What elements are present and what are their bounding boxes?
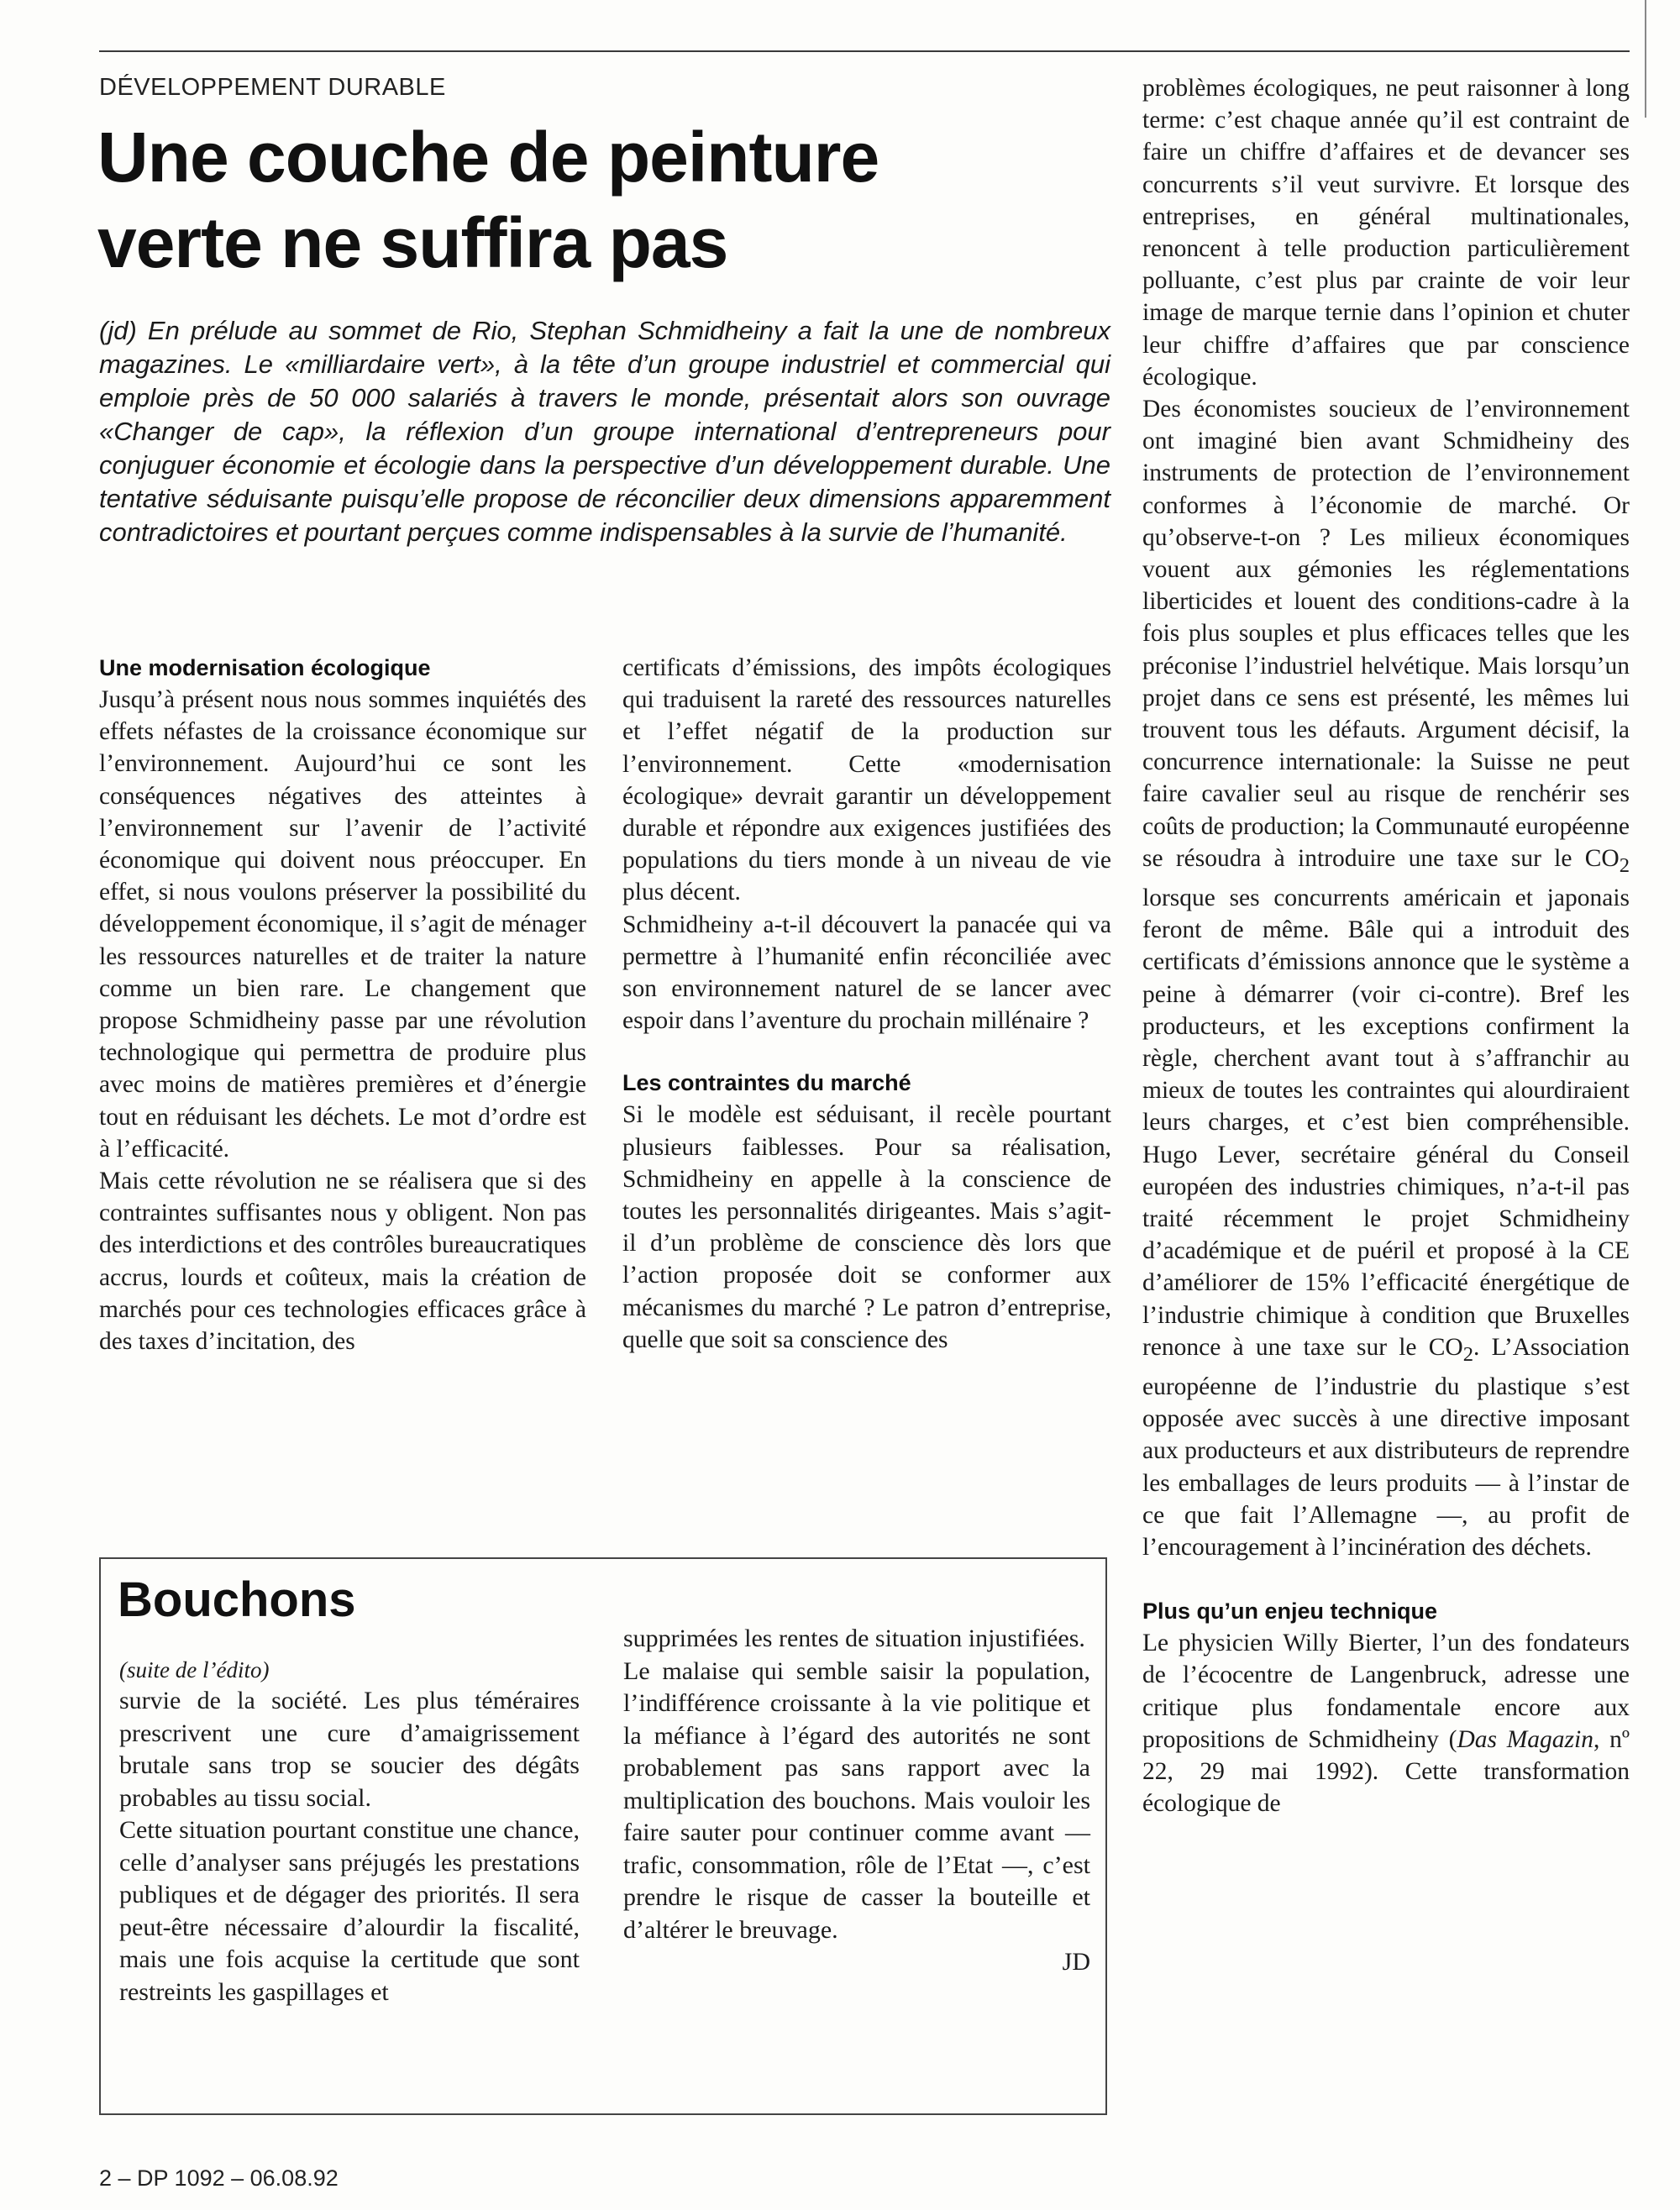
box-title: Bouchons [118, 1572, 356, 1627]
co2-subscript: 2 [1462, 1342, 1473, 1366]
box-paragraph: Cette situation pourtant constitue une chance, celle d’analyser sans préjugés les prestations publiques et de dégager des priorités. Il sera peut-être nécessaire d’alourdir la fiscalité, mais une fois acquise la certitude que sont restreints les gaspillages et [119, 1816, 580, 2006]
bouchons-box [99, 1557, 1107, 2115]
spacer [622, 1037, 1111, 1067]
headline-line-1: Une couche de peinture [97, 118, 879, 197]
page-edge-rule [1645, 0, 1646, 118]
box-paragraph: survie de la société. Les plus téméraires prescrivent une cure d’amaigrissement brutale sans trop se soucier des dégâts probables au tissu social. [119, 1687, 580, 1812]
text-run: Le physicien Willy Bierter, l’un des fondateurs de l’écocentre de Langenbruck, adresse une critique plus fondamentale encore aux propositions de Schmidheiny ( [1142, 1630, 1630, 1753]
headline [97, 114, 1131, 286]
box-paragraph: Le malaise qui semble saisir la population, l’indifférence croissante à la vie politique et la méfiance à l’égard des autorités ne sont probablement pas sans rapport avec la multiplication des bouchons. Mais vouloir les faire sauter pour continuer comme avant — trafic, consommation, rôle de l’Etat —, c’est prendre le risque de casser la bouteille et d’altérer le breuvage. [623, 1656, 1090, 1944]
text-run: , nº 22, 29 mai 1992). Cette transformation écologique de [1142, 1725, 1630, 1818]
text-run: . L’Association européenne de l’industrie du plastique s’est opposée avec succès à une directive imposant aux producteurs et aux distributeurs de reprendre les emballages de leurs produits — à l’instar de ce que fait l’Allemagne —, au profit de l’encouragement à l’incinération des déchets. [1142, 1333, 1630, 1561]
text-run: lorsque ses concurrents américain et japonais feront de même. Bâle qui a introduit des certificats d’émissions annonce que le système a peine à démarrer (voir ci-contre). Bref les producteurs, et les exceptions confirment la règle, cherchent avant tout à s’affranchir au mieux de toutes les contraintes qui alourdiraient leurs charges, et c’est bien compréhensible. Hugo Lever, secrétaire général du Conseil européen des industries chimiques, n’a-t-il pas traité récemment le projet Schmidheiny d’académique et de puéril et proposé à la CE d’améliorer de 15% l’efficacité énergétique de l’industrie chimique à condition que Bruxelles renonce à une taxe sur le CO [1142, 884, 1630, 1361]
article-paragraph: Jusqu’à présent nous nous sommes inquiétés des effets néfastes de la croissance économique sur l’environnement. Aujourd’hui ce sont les conséquences négatives des atteintes à l’environnement sur l’avenir de l’activité économique qui doivent nous préoccuper. En effet, si nous voulons préserver la possibilité du développement économique, il s’agit de ménager les ressources naturelles et de traiter la nature comme un bien rare. Le changement que propose Schmidheiny passe par une révolution technologique qui permettra de produire plus avec moins de matières premières et d’énergie tout en réduisant les déchets. Le mot d’ordre est à l’efficacité. [99, 686, 586, 1163]
article-paragraph: Si le modèle est séduisant, il recèle pourtant plusieurs faiblesses. Pour sa réalisation, Schmidheiny en appelle à la conscience de toutes les personnalités dirigeantes. Mais s’agit-il d’un problème de conscience dès lors que l’action proposée doit se conformer aux mécanismes du marché ? Le patron d’entreprise, quelle que soit sa conscience des [622, 1101, 1111, 1353]
article-paragraph: Schmidheiny a-t-il découvert la panacée qui va permettre à l’humanité enfin réconciliée avec son environnement naturel de se lancer avec espoir dans l’aventure du prochain millénaire ? [622, 911, 1111, 1035]
box-signature: JD [1062, 1948, 1090, 1976]
subheading-modernisation: Une modernisation écologique [99, 655, 431, 680]
subheading-contraintes: Les contraintes du marché [622, 1070, 911, 1096]
subheading-enjeu: Plus qu’un enjeu technique [1142, 1598, 1438, 1625]
article-paragraph: certificats d’émissions, des impôts écologiques qui traduisent la rareté des ressources naturelles et l’effet négatif de la production sur l’environnement. Cette «modernisation écologique» devrait garantir un développement durable et répondre aux exigences justifiées des populations du tiers monde à un niveau de vie plus décent. [622, 654, 1111, 906]
top-rule [99, 50, 1630, 52]
article-paragraph: problèmes écologiques, ne peut raisonner à long terme: c’est chaque année qu’il est contraint de faire un chiffre d’affaires et de devancer ses concurrents s’il veut survivre. Et lorsque des entreprises, en général multinationales, renoncent à telle production particulièrement polluante, c’est plus par crainte de voir leur image de marque ternie dans l’opinion et chuter leur chiffre d’affaires que par conscience écologique. [1142, 75, 1630, 391]
article-column-1 [99, 652, 586, 1357]
article-paragraph: Mais cette révolution ne se réalisera que si des contraintes suffisantes nous y obligent. Non pas des interdictions et des contrôles bureaucratiques accrus, lourds et coûteux, mais la création de marchés pour ces technologies efficaces grâce à des taxes d’incitation, des [99, 1168, 586, 1356]
box-suite-label: (suite de l’édito) [119, 1657, 270, 1682]
box-paragraph: supprimées les rentes de situation injustifiées. [623, 1625, 1085, 1652]
spacer [1142, 1563, 1630, 1595]
magazine-title: Das Magazin [1457, 1725, 1593, 1753]
co2-subscript: 2 [1619, 853, 1630, 877]
lead-paragraph: (jd) En prélude au sommet de Rio, Stephan Schmidheiny a fait la une de nombreux magazines. Le «milliardaire vert», à la tête d’un groupe industriel et commercial qui emploie près de 50 000 salariés à travers le monde, présentait alors son ouvrage «Changer de cap», la réflexion d’un groupe international d’entrepreneurs pour conjuguer économie et écologie dans la perspective d’un développement durable. Une tentative séduisante puisqu’elle propose de réconcilier deux dimensions apparemment contradictoires et pourtant perçues comme indispensables à la survie de l’humanité. [99, 316, 1110, 547]
article-column-3 [1142, 72, 1630, 1819]
article-paragraph [1142, 1627, 1630, 1819]
box-column-2 [623, 1623, 1090, 1978]
page-footer: 2 – DP 1092 – 06.08.92 [99, 2165, 339, 2191]
article-column-2 [622, 652, 1111, 1356]
article-paragraph [1142, 393, 1630, 1563]
headline-line-2: verte ne suffira pas [97, 203, 728, 282]
box-column-1 [119, 1655, 580, 2008]
text-run: Des économistes soucieux de l’environnement ont imaginé bien avant Schmidheiny des instruments de protection de l’environnement conformes à l’économie de marché. Or qu’observe-t-on ? Les milieux économiques vouent aux gémonies les réglementations liberticides et louent des conditions-cadre à la fois plus souples et plus efficaces telles que les préconise l’industriel helvétique. Mais lorsqu’un projet dans ce sens est présenté, les mêmes lui trouvent tous les défauts. Argument décisif, la concurrence internationale: la Suisse ne peut faire cavalier seul au risque de renchérir ses coûts de production; la Communauté européenne se résoudra à introduire une taxe sur le CO [1142, 396, 1630, 872]
section-label: DÉVELOPPEMENT DURABLE [99, 74, 446, 101]
